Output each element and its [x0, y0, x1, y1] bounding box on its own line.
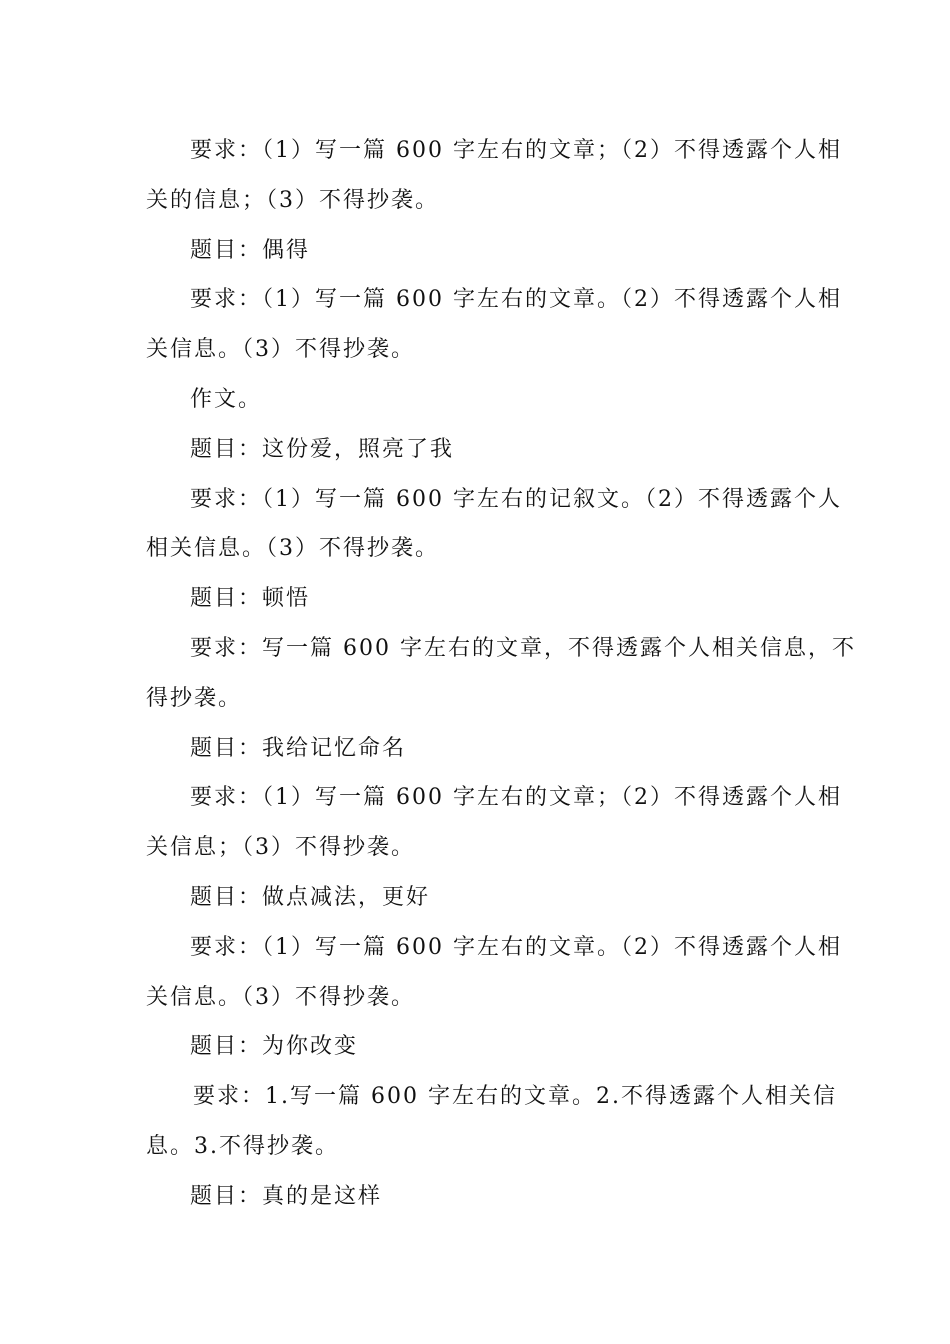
paragraph-line: 关信息。（3）不得抄袭。 [146, 337, 415, 363]
paragraph-title [146, 873, 806, 923]
paragraph-title [146, 574, 806, 624]
paragraph-heading [146, 375, 806, 425]
paragraph-line: 得抄袭。 [146, 685, 243, 711]
paragraph-title [146, 724, 806, 774]
paragraph-line: 题目：做点减法，更好 [190, 884, 431, 910]
paragraph-line: 要求：写一篇 600 字左右的文章，不得透露个人相关信息，不 [190, 635, 856, 661]
paragraph-line: 要求：（1）写一篇 600 字左右的文章。（2）不得透露个人相 [190, 934, 842, 960]
paragraph-line: 关信息；（3）不得抄袭。 [146, 835, 415, 861]
paragraph-line: 题目：顿悟 [190, 586, 311, 612]
paragraph-line: 要求：（1）写一篇 600 字左右的文章；（2）不得透露个人相 [190, 138, 842, 163]
paragraph-title [146, 1172, 806, 1222]
paragraph-line: 关信息。（3）不得抄袭。 [146, 984, 415, 1010]
document-body [146, 126, 856, 1222]
paragraph-line: 要求：1.写一篇 600 字左右的文章。2.不得透露个人相关信 [193, 1084, 837, 1110]
paragraph-line: 题目：我给记忆命名 [190, 735, 407, 761]
paragraph-requirement [146, 773, 842, 873]
paragraph-line: 题目：这份爱，照亮了我 [190, 436, 455, 462]
paragraph-requirement [146, 475, 842, 575]
paragraph-line: 作文。 [190, 386, 263, 412]
paragraph-line: 关的信息；（3）不得抄袭。 [146, 187, 439, 213]
paragraph-requirement [146, 126, 842, 226]
paragraph-requirement [146, 923, 842, 1023]
paragraph-line: 息。3.不得抄袭。 [146, 1133, 339, 1159]
paragraph-title [146, 226, 806, 276]
paragraph-requirement [146, 275, 842, 375]
paragraph-requirement [146, 1072, 837, 1172]
paragraph-line: 要求：（1）写一篇 600 字左右的文章。（2）不得透露个人相 [190, 287, 842, 313]
paragraph-line: 题目：为你改变 [190, 1034, 359, 1060]
paragraph-line: 要求：（1）写一篇 600 字左右的记叙文。（2）不得透露个人 [190, 486, 842, 512]
paragraph-line: 相关信息。（3）不得抄袭。 [146, 536, 439, 562]
paragraph-line: 题目：偶得 [190, 237, 311, 263]
paragraph-title [146, 425, 806, 475]
paragraph-line: 要求：（1）写一篇 600 字左右的文章；（2）不得透露个人相 [190, 785, 842, 811]
paragraph-line: 题目：真的是这样 [190, 1183, 383, 1209]
paragraph-requirement [146, 624, 856, 724]
paragraph-title [146, 1022, 806, 1072]
